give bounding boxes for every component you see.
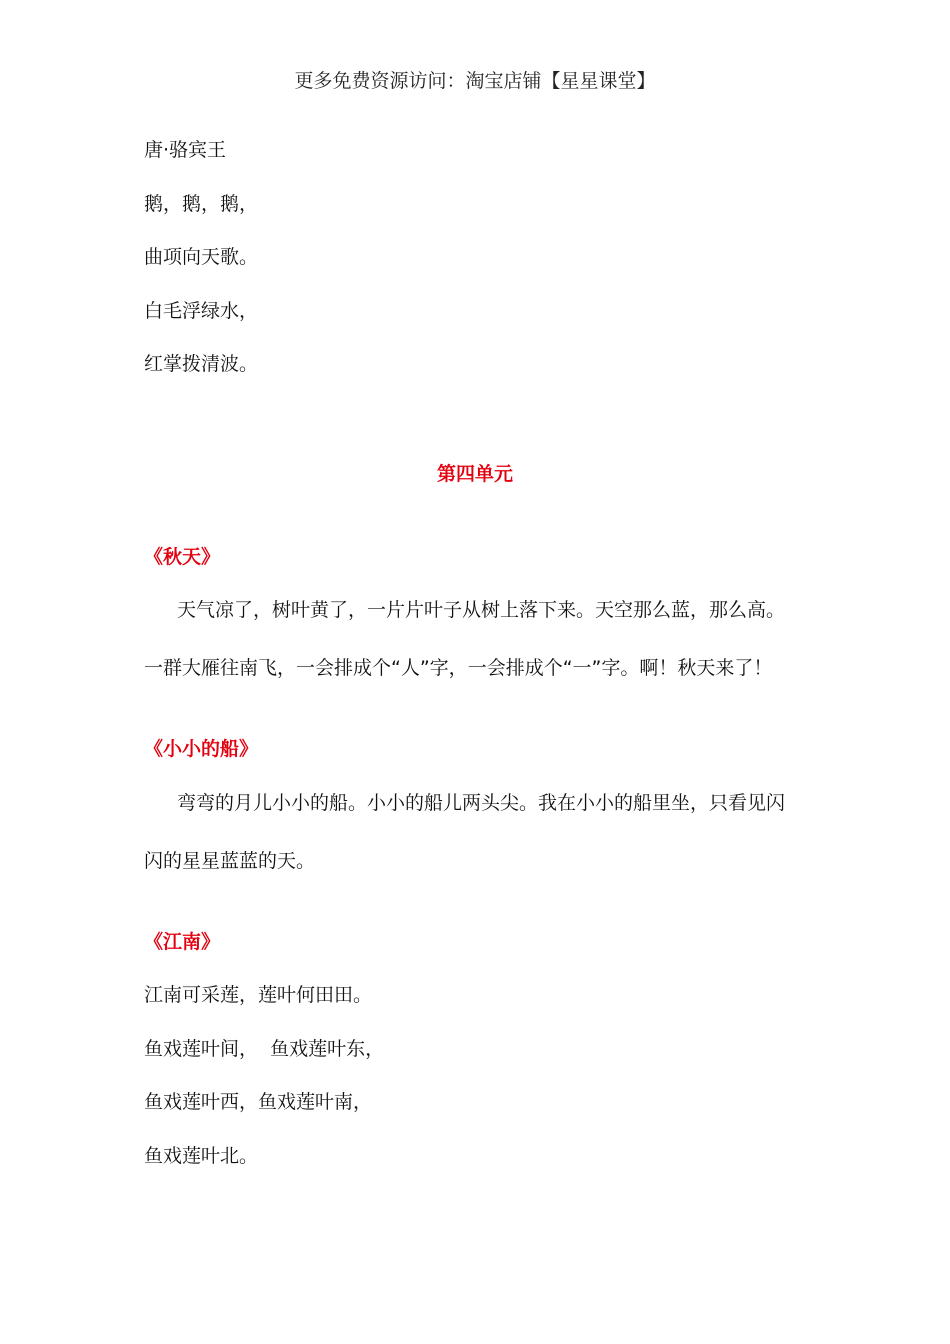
paragraph-line: 弯弯的月儿小小的船。小小的船儿两头尖。我在小小的船里坐，只看见闪 [177, 792, 786, 814]
little-boat-paragraph [144, 789, 809, 905]
poem-line: 曲项向天歌。 [144, 246, 259, 268]
resource-header: 更多免费资源访问：淘宝店铺【星星课堂】 [294, 70, 656, 92]
paragraph-line: 天气凉了，树叶黄了，一片片叶子从树上落下来。天空那么蓝，那么高。 [177, 599, 786, 621]
poem-line: 鱼戏莲叶北。 [144, 1145, 259, 1167]
section-title-little-boat: 《小小的船》 [144, 738, 259, 760]
poem-line: 鱼戏莲叶间， 鱼戏莲叶东， [144, 1038, 385, 1060]
poem-line: 鱼戏莲叶西，鱼戏莲叶南， [144, 1091, 373, 1113]
autumn-paragraph [144, 596, 809, 712]
paragraph-line: 一群大雁往南飞，一会排成个“人”字，一会排成个“一”字。啊！秋天来了！ [144, 657, 773, 679]
poem-line: 鹅，鹅，鹅， [144, 193, 259, 215]
paragraph-line: 闪的星星蓝蓝的天。 [144, 850, 316, 872]
section-title-autumn: 《秋天》 [144, 546, 221, 568]
poem-author: 唐·骆宾王 [144, 139, 227, 161]
poem-line: 江南可采莲，莲叶何田田。 [144, 984, 373, 1006]
poem-line: 白毛浮绿水， [144, 300, 259, 322]
section-title-jiangnan: 《江南》 [144, 931, 221, 953]
unit-title: 第四单元 [436, 463, 513, 485]
poem-line: 红掌拨清波。 [144, 353, 259, 375]
